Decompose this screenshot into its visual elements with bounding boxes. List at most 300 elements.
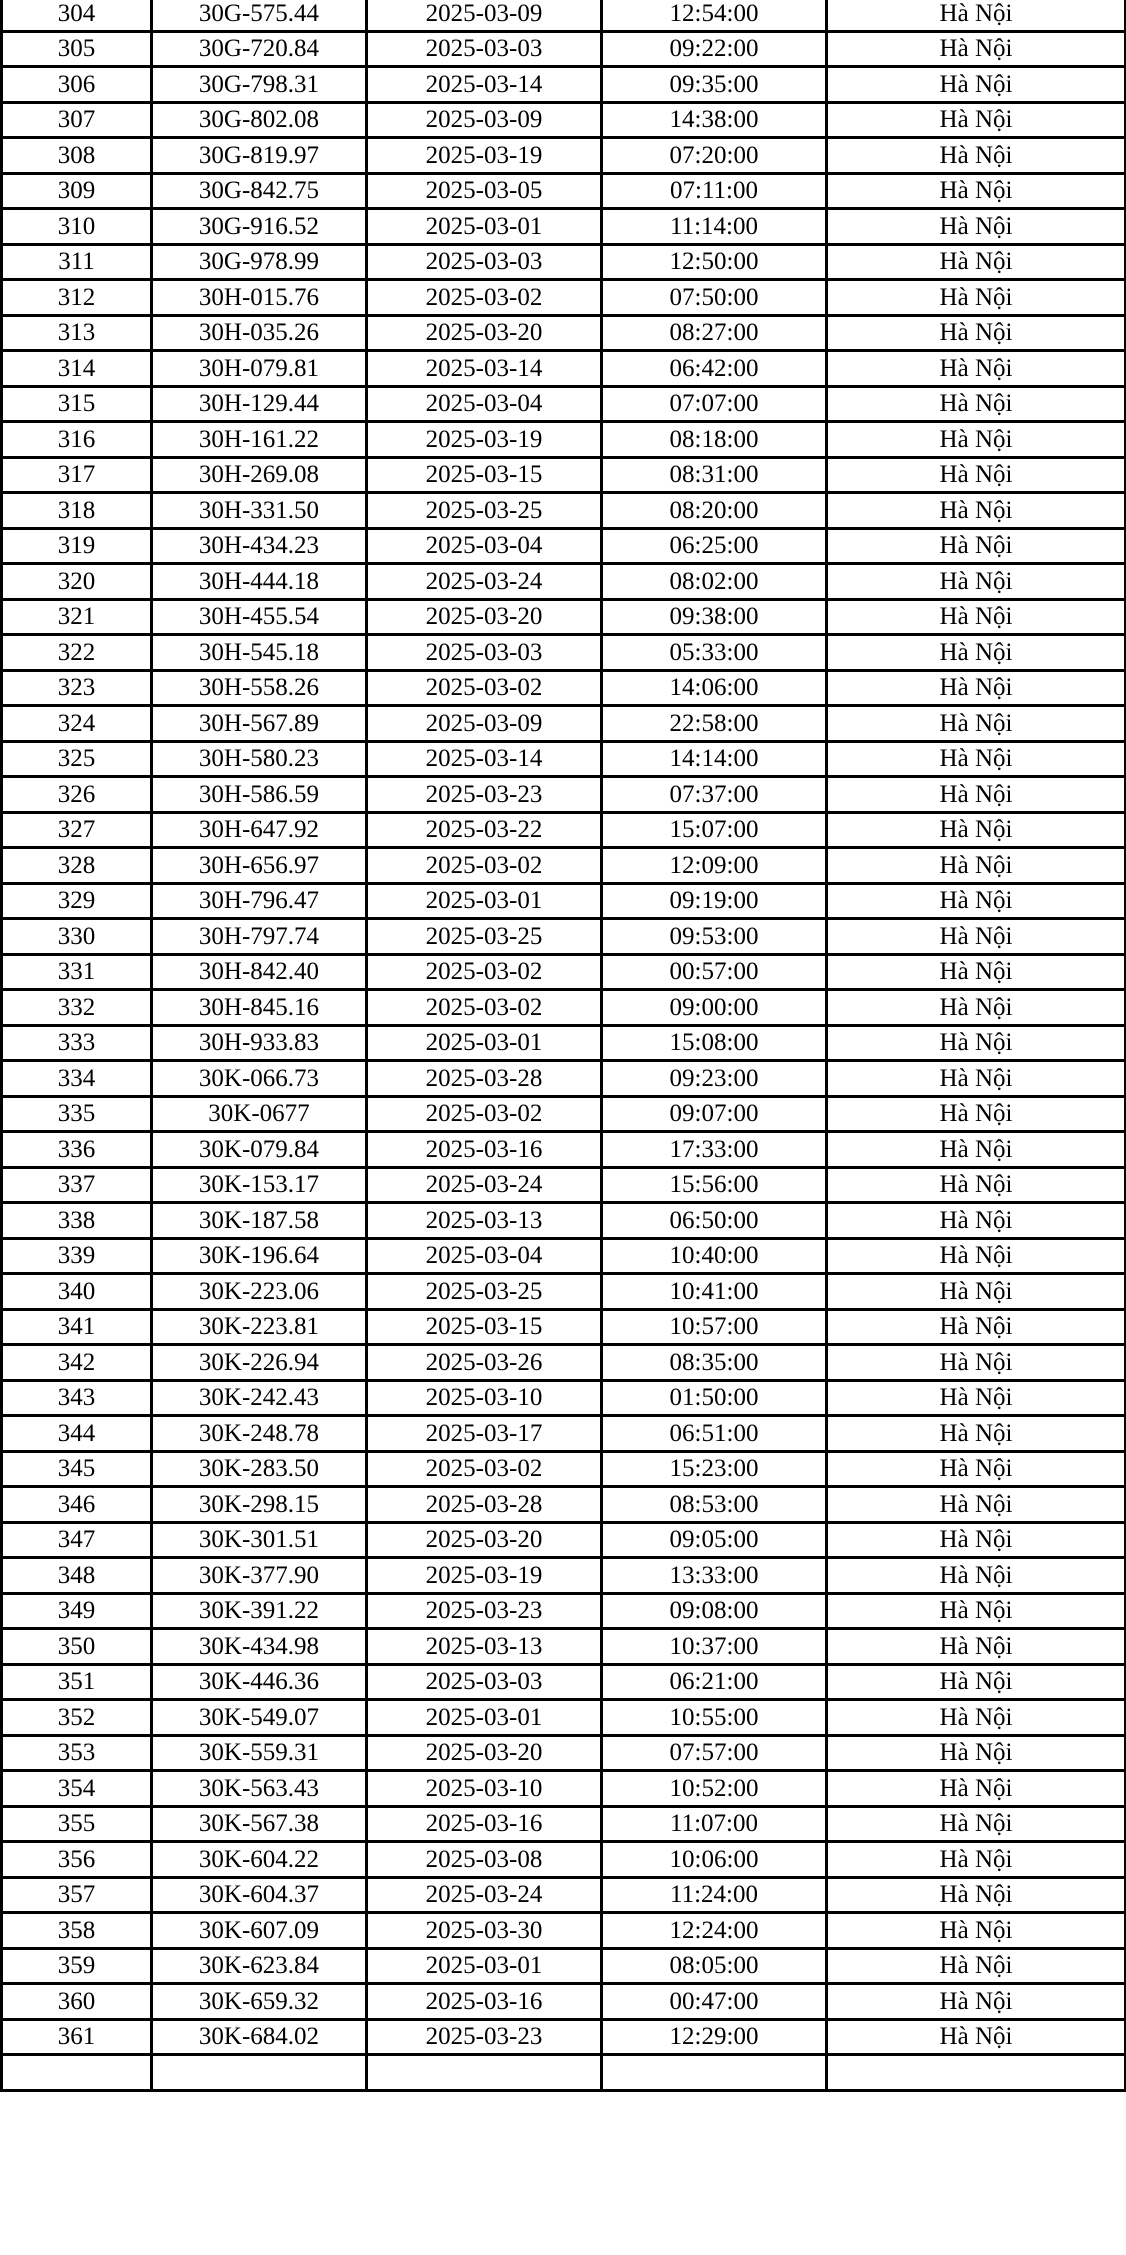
location-cell: Hà Nội (827, 2019, 1126, 2055)
location-cell: Hà Nội (827, 351, 1126, 387)
date-cell: 2025-03-16 (367, 1806, 602, 1842)
date-cell: 2025-03-04 (367, 386, 602, 422)
location-cell: Hà Nội (827, 883, 1126, 919)
table-row (2, 1771, 1126, 1807)
location-cell: Hà Nội (827, 0, 1126, 31)
time-cell: 13:33:00 (602, 1558, 827, 1594)
location-cell: Hà Nội (827, 1522, 1126, 1558)
row-number-cell: 319 (2, 528, 152, 564)
time-cell: 05:33:00 (602, 635, 827, 671)
location-cell: Hà Nội (827, 1309, 1126, 1345)
table-row (2, 173, 1126, 209)
date-cell: 2025-03-16 (367, 1984, 602, 2020)
date-cell: 2025-03-15 (367, 457, 602, 493)
time-cell: 09:53:00 (602, 919, 827, 955)
time-cell: 10:40:00 (602, 1238, 827, 1274)
table-row (2, 812, 1126, 848)
date-cell: 2025-03-01 (367, 1025, 602, 1061)
location-cell: Hà Nội (827, 1345, 1126, 1381)
license-plate-cell: 30H-580.23 (152, 741, 367, 777)
row-number-cell: 348 (2, 1558, 152, 1594)
location-cell: Hà Nội (827, 1096, 1126, 1132)
date-cell: 2025-03-01 (367, 883, 602, 919)
row-number-cell: 326 (2, 777, 152, 813)
time-cell: 00:47:00 (602, 1984, 827, 2020)
row-number-cell: 344 (2, 1416, 152, 1452)
license-plate-cell: 30K-226.94 (152, 1345, 367, 1381)
location-cell: Hà Nội (827, 173, 1126, 209)
date-cell: 2025-03-25 (367, 1274, 602, 1310)
table-row (2, 777, 1126, 813)
time-cell: 07:57:00 (602, 1735, 827, 1771)
license-plate-cell: 30K-446.36 (152, 1664, 367, 1700)
time-cell: 12:50:00 (602, 244, 827, 280)
table-row (2, 1522, 1126, 1558)
table-row (2, 1274, 1126, 1310)
date-cell: 2025-03-05 (367, 173, 602, 209)
row-number-cell: 313 (2, 315, 152, 351)
date-cell: 2025-03-02 (367, 848, 602, 884)
row-number-cell: 343 (2, 1380, 152, 1416)
location-cell: Hà Nội (827, 1735, 1126, 1771)
table-row (2, 457, 1126, 493)
table-row (2, 1096, 1126, 1132)
license-plate-cell: 30H-558.26 (152, 670, 367, 706)
table-row (2, 919, 1126, 955)
location-cell: Hà Nội (827, 1593, 1126, 1629)
row-number-cell: 345 (2, 1451, 152, 1487)
table-row (2, 599, 1126, 635)
time-cell: 09:00:00 (602, 990, 827, 1026)
row-number-cell: 324 (2, 706, 152, 742)
time-cell: 15:56:00 (602, 1167, 827, 1203)
time-cell: 14:14:00 (602, 741, 827, 777)
table-row (2, 1629, 1126, 1665)
location-cell: Hà Nội (827, 1629, 1126, 1665)
date-cell: 2025-03-02 (367, 954, 602, 990)
license-plate-cell: 30H-269.08 (152, 457, 367, 493)
table-body (2, 0, 1126, 2090)
date-cell: 2025-03-24 (367, 1167, 602, 1203)
license-plate-cell: 30K-079.84 (152, 1132, 367, 1168)
date-cell: 2025-03-24 (367, 1877, 602, 1913)
row-number-cell: 341 (2, 1309, 152, 1345)
location-cell: Hà Nội (827, 1132, 1126, 1168)
location-cell: Hà Nội (827, 138, 1126, 174)
location-cell: Hà Nội (827, 102, 1126, 138)
location-cell: Hà Nội (827, 280, 1126, 316)
location-cell: Hà Nội (827, 564, 1126, 600)
date-cell: 2025-03-14 (367, 351, 602, 387)
time-cell: 07:20:00 (602, 138, 827, 174)
date-cell: 2025-03-25 (367, 493, 602, 529)
row-number-cell: 325 (2, 741, 152, 777)
table-row (2, 1984, 1126, 2020)
location-cell: Hà Nội (827, 315, 1126, 351)
time-cell: 08:18:00 (602, 422, 827, 458)
table-row (2, 670, 1126, 706)
time-cell: 14:06:00 (602, 670, 827, 706)
time-cell: 06:50:00 (602, 1203, 827, 1239)
date-cell: 2025-03-19 (367, 1558, 602, 1594)
date-cell: 2025-03-09 (367, 0, 602, 31)
date-cell: 2025-03-03 (367, 1664, 602, 1700)
date-cell: 2025-03-23 (367, 1593, 602, 1629)
table-row (2, 67, 1126, 103)
license-plate-cell: 30K-559.31 (152, 1735, 367, 1771)
row-number-cell: 355 (2, 1806, 152, 1842)
row-number-cell: 308 (2, 138, 152, 174)
table-row (2, 1061, 1126, 1097)
time-cell: 12:24:00 (602, 1913, 827, 1949)
location-cell: Hà Nội (827, 1416, 1126, 1452)
table-row (2, 1416, 1126, 1452)
table-row (2, 1593, 1126, 1629)
location-cell: Hà Nội (827, 1877, 1126, 1913)
time-cell: 07:50:00 (602, 280, 827, 316)
row-number-cell: 347 (2, 1522, 152, 1558)
location-cell: Hà Nội (827, 1948, 1126, 1984)
table-row (2, 493, 1126, 529)
date-cell: 2025-03-01 (367, 1948, 602, 1984)
license-plate-cell: 30K-623.84 (152, 1948, 367, 1984)
license-plate-cell: 30H-129.44 (152, 386, 367, 422)
license-plate-cell: 30G-575.44 (152, 0, 367, 31)
time-cell: 10:57:00 (602, 1309, 827, 1345)
date-cell: 2025-03-10 (367, 1380, 602, 1416)
license-plate-cell: 30K-391.22 (152, 1593, 367, 1629)
time-cell: 00:57:00 (602, 954, 827, 990)
time-cell: 11:24:00 (602, 1877, 827, 1913)
date-cell: 2025-03-02 (367, 1451, 602, 1487)
location-cell: Hà Nội (827, 457, 1126, 493)
time-cell: 12:09:00 (602, 848, 827, 884)
date-cell: 2025-03-03 (367, 31, 602, 67)
row-number-cell: 305 (2, 31, 152, 67)
row-number-cell: 320 (2, 564, 152, 600)
row-number-cell: 340 (2, 1274, 152, 1310)
row-number-cell: 338 (2, 1203, 152, 1239)
table-row (2, 1380, 1126, 1416)
empty-cell (152, 2055, 367, 2091)
row-number-cell: 358 (2, 1913, 152, 1949)
row-number-cell: 304 (2, 0, 152, 31)
row-number-cell: 334 (2, 1061, 152, 1097)
row-number-cell: 330 (2, 919, 152, 955)
license-plate-cell: 30K-283.50 (152, 1451, 367, 1487)
table-row (2, 1664, 1126, 1700)
location-cell: Hà Nội (827, 812, 1126, 848)
license-plate-cell: 30H-567.89 (152, 706, 367, 742)
location-cell: Hà Nội (827, 386, 1126, 422)
license-plate-cell: 30K-0677 (152, 1096, 367, 1132)
row-number-cell: 336 (2, 1132, 152, 1168)
license-plate-cell: 30K-607.09 (152, 1913, 367, 1949)
time-cell: 15:23:00 (602, 1451, 827, 1487)
row-number-cell: 328 (2, 848, 152, 884)
table-row (2, 1025, 1126, 1061)
license-plate-cell: 30H-079.81 (152, 351, 367, 387)
location-cell: Hà Nội (827, 1487, 1126, 1523)
row-number-cell: 323 (2, 670, 152, 706)
time-cell: 07:37:00 (602, 777, 827, 813)
time-cell: 17:33:00 (602, 1132, 827, 1168)
location-cell: Hà Nội (827, 990, 1126, 1026)
table-row (2, 1877, 1126, 1913)
time-cell: 15:07:00 (602, 812, 827, 848)
location-cell: Hà Nội (827, 670, 1126, 706)
date-cell: 2025-03-08 (367, 1842, 602, 1878)
row-number-cell: 318 (2, 493, 152, 529)
row-number-cell: 342 (2, 1345, 152, 1381)
row-number-cell: 311 (2, 244, 152, 280)
license-plate-cell: 30H-035.26 (152, 315, 367, 351)
row-number-cell: 353 (2, 1735, 152, 1771)
row-number-cell: 337 (2, 1167, 152, 1203)
time-cell: 07:11:00 (602, 173, 827, 209)
table-row (2, 209, 1126, 245)
license-plate-cell: 30H-845.16 (152, 990, 367, 1026)
table-row (2, 386, 1126, 422)
empty-cell (827, 2055, 1126, 2091)
table-row (2, 1842, 1126, 1878)
license-plate-cell: 30G-842.75 (152, 173, 367, 209)
time-cell: 09:07:00 (602, 1096, 827, 1132)
row-number-cell: 316 (2, 422, 152, 458)
date-cell: 2025-03-14 (367, 67, 602, 103)
date-cell: 2025-03-14 (367, 741, 602, 777)
table-row (2, 1558, 1126, 1594)
row-number-cell: 309 (2, 173, 152, 209)
table-row (2, 528, 1126, 564)
time-cell: 08:31:00 (602, 457, 827, 493)
location-cell: Hà Nội (827, 1700, 1126, 1736)
time-cell: 15:08:00 (602, 1025, 827, 1061)
time-cell: 12:54:00 (602, 0, 827, 31)
date-cell: 2025-03-25 (367, 919, 602, 955)
table-row (2, 883, 1126, 919)
date-cell: 2025-03-15 (367, 1309, 602, 1345)
empty-cell (602, 2055, 827, 2091)
time-cell: 06:51:00 (602, 1416, 827, 1452)
date-cell: 2025-03-02 (367, 1096, 602, 1132)
location-cell: Hà Nội (827, 244, 1126, 280)
date-cell: 2025-03-28 (367, 1487, 602, 1523)
time-cell: 08:35:00 (602, 1345, 827, 1381)
row-number-cell: 351 (2, 1664, 152, 1700)
license-plate-cell: 30G-798.31 (152, 67, 367, 103)
date-cell: 2025-03-20 (367, 1522, 602, 1558)
row-number-cell: 350 (2, 1629, 152, 1665)
license-plate-cell: 30H-796.47 (152, 883, 367, 919)
license-plate-cell: 30K-567.38 (152, 1806, 367, 1842)
row-number-cell: 307 (2, 102, 152, 138)
license-plate-cell: 30H-842.40 (152, 954, 367, 990)
license-plate-cell: 30K-153.17 (152, 1167, 367, 1203)
location-cell: Hà Nội (827, 1771, 1126, 1807)
license-plate-cell: 30K-187.58 (152, 1203, 367, 1239)
table-row (2, 422, 1126, 458)
table-row (2, 848, 1126, 884)
date-cell: 2025-03-03 (367, 244, 602, 280)
row-number-cell: 349 (2, 1593, 152, 1629)
table-row (2, 1735, 1126, 1771)
location-cell: Hà Nội (827, 1203, 1126, 1239)
location-cell: Hà Nội (827, 1025, 1126, 1061)
row-number-cell: 360 (2, 1984, 152, 2020)
row-number-cell: 306 (2, 67, 152, 103)
date-cell: 2025-03-20 (367, 315, 602, 351)
time-cell: 11:07:00 (602, 1806, 827, 1842)
date-cell: 2025-03-30 (367, 1913, 602, 1949)
location-cell: Hà Nội (827, 1806, 1126, 1842)
row-number-cell: 327 (2, 812, 152, 848)
license-plate-cell: 30K-242.43 (152, 1380, 367, 1416)
date-cell: 2025-03-26 (367, 1345, 602, 1381)
row-number-cell: 314 (2, 351, 152, 387)
row-number-cell: 332 (2, 990, 152, 1026)
location-cell: Hà Nội (827, 706, 1126, 742)
time-cell: 10:37:00 (602, 1629, 827, 1665)
row-number-cell: 339 (2, 1238, 152, 1274)
license-plate-cell: 30G-802.08 (152, 102, 367, 138)
time-cell: 09:38:00 (602, 599, 827, 635)
row-number-cell: 354 (2, 1771, 152, 1807)
table-row (2, 315, 1126, 351)
date-cell: 2025-03-03 (367, 635, 602, 671)
table-row (2, 706, 1126, 742)
date-cell: 2025-03-10 (367, 1771, 602, 1807)
license-plate-cell: 30K-223.81 (152, 1309, 367, 1345)
table-row (2, 1487, 1126, 1523)
location-cell: Hà Nội (827, 635, 1126, 671)
time-cell: 09:05:00 (602, 1522, 827, 1558)
location-cell: Hà Nội (827, 1913, 1126, 1949)
time-cell: 08:05:00 (602, 1948, 827, 1984)
table-row (2, 280, 1126, 316)
license-plate-cell: 30H-656.97 (152, 848, 367, 884)
date-cell: 2025-03-02 (367, 280, 602, 316)
date-cell: 2025-03-04 (367, 528, 602, 564)
date-cell: 2025-03-02 (367, 990, 602, 1026)
time-cell: 10:55:00 (602, 1700, 827, 1736)
location-cell: Hà Nội (827, 848, 1126, 884)
location-cell: Hà Nội (827, 954, 1126, 990)
license-plate-cell: 30H-545.18 (152, 635, 367, 671)
location-cell: Hà Nội (827, 1558, 1126, 1594)
license-plate-cell: 30K-604.37 (152, 1877, 367, 1913)
table-row (2, 351, 1126, 387)
license-plate-cell: 30H-933.83 (152, 1025, 367, 1061)
date-cell: 2025-03-19 (367, 422, 602, 458)
license-plate-cell: 30K-066.73 (152, 1061, 367, 1097)
time-cell: 06:42:00 (602, 351, 827, 387)
time-cell: 01:50:00 (602, 1380, 827, 1416)
license-plate-cell: 30H-161.22 (152, 422, 367, 458)
license-plate-cell: 30K-563.43 (152, 1771, 367, 1807)
date-cell: 2025-03-24 (367, 564, 602, 600)
location-cell: Hà Nội (827, 599, 1126, 635)
table-row (2, 954, 1126, 990)
license-plate-cell: 30K-377.90 (152, 1558, 367, 1594)
license-plate-cell: 30H-331.50 (152, 493, 367, 529)
table-row-partial (2, 2055, 1126, 2091)
location-cell: Hà Nội (827, 1664, 1126, 1700)
license-plate-cell: 30H-015.76 (152, 280, 367, 316)
license-plate-cell: 30K-434.98 (152, 1629, 367, 1665)
location-cell: Hà Nội (827, 1061, 1126, 1097)
time-cell: 09:23:00 (602, 1061, 827, 1097)
table-row (2, 1913, 1126, 1949)
row-number-cell: 312 (2, 280, 152, 316)
date-cell: 2025-03-23 (367, 777, 602, 813)
table-row (2, 1948, 1126, 1984)
table-row (2, 1345, 1126, 1381)
time-cell: 08:53:00 (602, 1487, 827, 1523)
empty-cell (2, 2055, 152, 2091)
row-number-cell: 321 (2, 599, 152, 635)
table-row (2, 1167, 1126, 1203)
license-plate-cell: 30K-196.64 (152, 1238, 367, 1274)
license-plate-cell: 30G-819.97 (152, 138, 367, 174)
row-number-cell: 322 (2, 635, 152, 671)
table-row (2, 1700, 1126, 1736)
row-number-cell: 346 (2, 1487, 152, 1523)
location-cell: Hà Nội (827, 741, 1126, 777)
time-cell: 11:14:00 (602, 209, 827, 245)
table-row (2, 138, 1126, 174)
date-cell: 2025-03-28 (367, 1061, 602, 1097)
table-row (2, 2019, 1126, 2055)
license-plate-cell: 30H-434.23 (152, 528, 367, 564)
license-plate-cell: 30K-604.22 (152, 1842, 367, 1878)
time-cell: 09:35:00 (602, 67, 827, 103)
date-cell: 2025-03-13 (367, 1203, 602, 1239)
location-cell: Hà Nội (827, 1984, 1126, 2020)
time-cell: 10:06:00 (602, 1842, 827, 1878)
license-plate-cell: 30K-298.15 (152, 1487, 367, 1523)
table-row (2, 635, 1126, 671)
license-plate-cell: 30K-301.51 (152, 1522, 367, 1558)
time-cell: 22:58:00 (602, 706, 827, 742)
location-cell: Hà Nội (827, 1842, 1126, 1878)
table-row (2, 1132, 1126, 1168)
date-cell: 2025-03-13 (367, 1629, 602, 1665)
table-row (2, 1806, 1126, 1842)
date-cell: 2025-03-20 (367, 599, 602, 635)
row-number-cell: 317 (2, 457, 152, 493)
time-cell: 08:27:00 (602, 315, 827, 351)
table-row (2, 102, 1126, 138)
date-cell: 2025-03-01 (367, 1700, 602, 1736)
table-row (2, 990, 1126, 1026)
table-row (2, 564, 1126, 600)
time-cell: 12:29:00 (602, 2019, 827, 2055)
table-row (2, 244, 1126, 280)
table-row (2, 1238, 1126, 1274)
row-number-cell: 356 (2, 1842, 152, 1878)
time-cell: 10:52:00 (602, 1771, 827, 1807)
license-plate-cell: 30H-455.54 (152, 599, 367, 635)
row-number-cell: 361 (2, 2019, 152, 2055)
date-cell: 2025-03-20 (367, 1735, 602, 1771)
row-number-cell: 315 (2, 386, 152, 422)
license-plate-cell: 30K-549.07 (152, 1700, 367, 1736)
time-cell: 09:08:00 (602, 1593, 827, 1629)
location-cell: Hà Nội (827, 919, 1126, 955)
location-cell: Hà Nội (827, 1167, 1126, 1203)
license-plate-cell: 30G-916.52 (152, 209, 367, 245)
